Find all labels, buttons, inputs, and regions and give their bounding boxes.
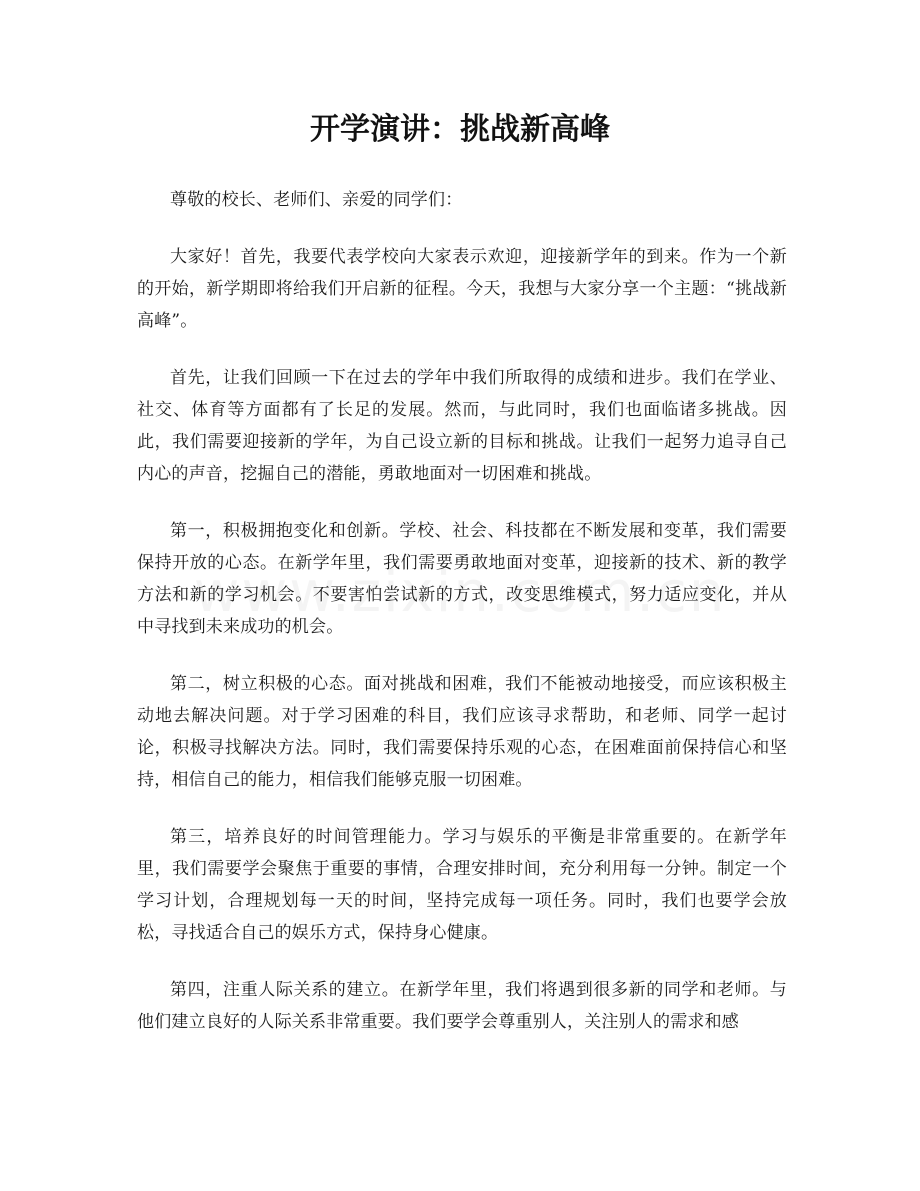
document-title: 开学演讲：挑战新高峰 — [310, 112, 610, 147]
body-paragraph: 第二，树立积极的心态。面对挑战和困难，我们不能被动地接受，而应该积极主动地去解决问题。对于学习困难的科目，我们应该寻求帮助，和老师、同学一起讨论，积极寻找解决方法。同时，我们需要保持乐观的心态，在困难面前保持信心和坚持，相信自己的能力，相信我们能够克服一切困难。 — [137, 674, 787, 790]
body-paragraph: 大家好！首先，我要代表学校向大家表示欢迎，迎接新学年的到来。作为一个新的开始，新学期即将给我们开启新的征程。今天，我想与大家分享一个主题：“挑战新高峰”。 — [137, 247, 787, 331]
document-body — [137, 184, 787, 1063]
body-paragraph: 第一，积极拥抱变化和创新。学校、社会、科技都在不断发展和变革，我们需要保持开放的心态。在新学年里，我们需要勇敢地面对变革，迎接新的技术、新的教学方法和新的学习机会。不要害怕尝试新的方式，改变思维模式，努力适应变化，并从中寻找到未来成功的机会。 — [137, 521, 787, 637]
body-paragraph: 首先，让我们回顾一下在过去的学年中我们所取得的成绩和进步。我们在学业、社交、体育等方面都有了长足的发展。然而，与此同时，我们也面临诸多挑战。因此，我们需要迎接新的学年，为自己设立新的目标和挑战。让我们一起努力追寻自己内心的声音，挖掘自己的潜能，勇敢地面对一切困难和挑战。 — [137, 368, 787, 484]
body-paragraph: 第四，注重人际关系的建立。在新学年里，我们将遇到很多新的同学和老师。与他们建立良好的人际关系非常重要。我们要学会尊重别人，关注别人的需求和感 — [137, 980, 787, 1032]
body-paragraph: 第三，培养良好的时间管理能力。学习与娱乐的平衡是非常重要的。在新学年里，我们需要学会聚焦于重要的事情，合理安排时间，充分利用每一分钟。制定一个学习计划，合理规划每一天的时间，坚持完成每一项任务。同时，我们也要学会放松，寻找适合自己的娱乐方式，保持身心健康。 — [137, 827, 787, 943]
salutation-paragraph: 尊敬的校长、老师们、亲爱的同学们： — [170, 190, 463, 210]
